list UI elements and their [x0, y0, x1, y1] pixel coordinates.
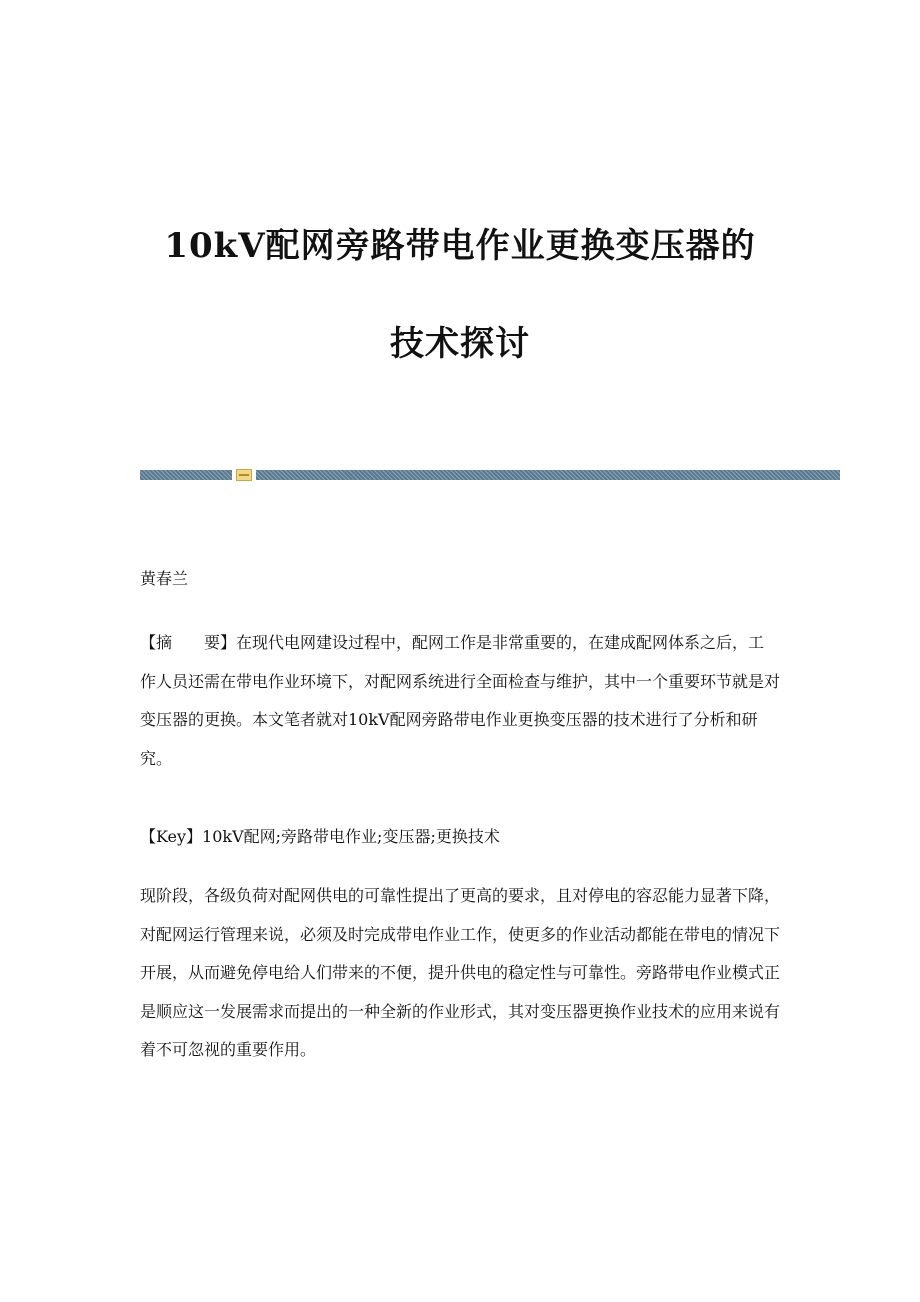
- title-divider-right: [256, 470, 840, 480]
- author-name: 黄春兰: [140, 569, 189, 588]
- abstract-label: 【摘 要】: [140, 633, 237, 652]
- document-title-line-2: 技术探讨: [390, 324, 530, 364]
- keywords-label: 【Key】: [140, 827, 203, 846]
- keywords-text: 10kV配网;旁路带电作业;变压器;更换技术: [202, 827, 500, 846]
- keywords-paragraph: [140, 825, 780, 849]
- divider-ornament-icon: [236, 469, 252, 481]
- document-title-line-1: 10kV配网旁路带电作业更换变压器的: [164, 226, 756, 266]
- abstract-text: 在现代电网建设过程中，配网工作是非常重要的，在建成配网体系之后，工作人员还需在带电作业环境下，对配网系统进行全面检查与维护，其中一个重要环节就是对变压器的更换。本文笔者就对10kV配网旁路带电作业更换变压器的技术进行了分析和研究。: [140, 633, 781, 768]
- intro-paragraph: 现阶段，各级负荷对配网供电的可靠性提出了更高的要求，且对停电的容忍能力显著下降，对配网运行管理来说，必须及时完成带电作业工作，使更多的作业活动都能在带电的情况下开展，从而避免停电给人们带来的不便，提升供电的稳定性与可靠性。旁路带电作业模式正是顺应这一发展需求而提出的一种全新的作业形式，其对变压器更换作业技术的应用来说有着不可忽视的重要作用。: [140, 886, 781, 1059]
- abstract-paragraph: [140, 624, 780, 778]
- title-divider-left: [140, 470, 232, 480]
